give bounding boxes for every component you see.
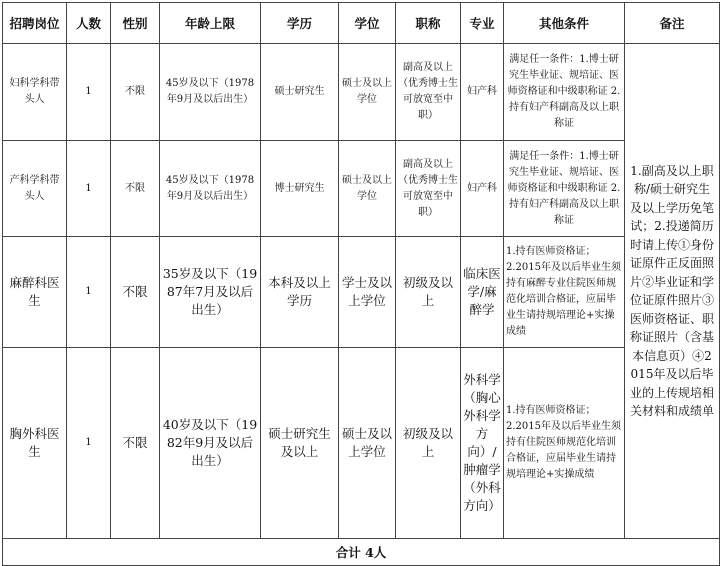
title-cell: 副高及以上（优秀博士生可放宽至中职） <box>396 44 461 141</box>
total-cell: 合计 4人 <box>3 539 720 566</box>
count-cell: 1 <box>67 141 111 237</box>
degree-cell: 学士及以上学位 <box>339 237 396 348</box>
degree-cell: 硕士及以上学位 <box>339 44 396 141</box>
header-cell: 其他条件 <box>504 3 625 44</box>
title-cell: 副高及以上（优秀博士生可放宽至中职） <box>396 141 461 237</box>
remarks-cell: 1.副高及以上职称/硕士研究生及以上学历免笔试；2.投递简历时请上传①身份证原件正反面照片②毕业证和学位证原件照片③医师资格证、职称证照片（含基本信息页）④2015年及以后毕业的上传规培相关材料和成绩单 <box>625 44 720 539</box>
count-cell: 1 <box>67 44 111 141</box>
header-cell: 学位 <box>339 3 396 44</box>
conditions-cell <box>504 237 625 348</box>
header-row <box>3 3 720 44</box>
table-row <box>3 141 720 237</box>
age-cell: 35岁及以下（1987年7月及以后出生） <box>160 237 261 348</box>
conditions-cell <box>504 348 625 539</box>
position-cell: 麻醉科医生 <box>3 237 67 348</box>
header-cell: 招聘岗位 <box>3 3 67 44</box>
position-cell: 胸外科医生 <box>3 348 67 539</box>
table-row <box>3 348 720 539</box>
count-cell: 1 <box>67 348 111 539</box>
major-cell: 妇产科 <box>461 44 504 141</box>
degree-cell: 硕士及以上学位 <box>339 141 396 237</box>
major-cell: 外科学（胸心外科学方向）/肿瘤学（外科方向） <box>461 348 504 539</box>
header-cell: 备注 <box>625 3 720 44</box>
major-cell: 妇产科 <box>461 141 504 237</box>
age-cell: 45岁及以下（1978年9月及以后出生） <box>160 44 261 141</box>
table-row <box>3 237 720 348</box>
major-cell: 临床医学/麻醉学 <box>461 237 504 348</box>
gender-cell: 不限 <box>111 348 160 539</box>
condition-line: 1.持有医师资格证； <box>506 405 596 416</box>
title-cell: 初级及以上 <box>396 237 461 348</box>
conditions-cell: 满足任一条件：1.博士研究生毕业证、规培证、医师资格证和中级职称证 2.持有妇产科副高及以上职称证 <box>504 141 625 237</box>
table-row <box>3 44 720 141</box>
header-cell: 年龄上限 <box>160 3 261 44</box>
conditions-cell: 满足任一条件：1.博士研究生毕业证、规培证、医师资格证和中级职称证 2.持有妇产科副高及以上职称证 <box>504 44 625 141</box>
condition-line: 2.2015年及以后毕业生须持有住院医师规范化培训合格证，应届毕业生请持规培理论+实操成绩 <box>506 421 621 480</box>
recruitment-table <box>2 2 720 566</box>
header-cell: 学历 <box>261 3 339 44</box>
header-cell: 职称 <box>396 3 461 44</box>
age-cell: 45岁及以下（1978年9月及以后出生） <box>160 141 261 237</box>
education-cell: 本科及以上学历 <box>261 237 339 348</box>
education-cell: 硕士研究生 <box>261 44 339 141</box>
title-cell: 初级及以上 <box>396 348 461 539</box>
header-cell: 专业 <box>461 3 504 44</box>
header-cell: 性别 <box>111 3 160 44</box>
gender-cell: 不限 <box>111 237 160 348</box>
gender-cell: 不限 <box>111 44 160 141</box>
education-cell: 硕士研究生及以上 <box>261 348 339 539</box>
count-cell: 1 <box>67 237 111 348</box>
age-cell: 40岁及以下（1982年9月及以后出生） <box>160 348 261 539</box>
degree-cell: 硕士及以上学位 <box>339 348 396 539</box>
position-cell: 产科学科带头人 <box>3 141 67 237</box>
condition-line: 2.2015年及以后毕业生须持有麻醉专业住院医师规范化培训合格证，应届毕业生请持规培理论+实操成绩 <box>506 262 621 337</box>
condition-line: 1.持有医师资格证； <box>506 246 596 257</box>
total-row <box>3 539 720 566</box>
education-cell: 博士研究生 <box>261 141 339 237</box>
position-cell: 妇科学科带头人 <box>3 44 67 141</box>
header-cell: 人数 <box>67 3 111 44</box>
gender-cell: 不限 <box>111 141 160 237</box>
